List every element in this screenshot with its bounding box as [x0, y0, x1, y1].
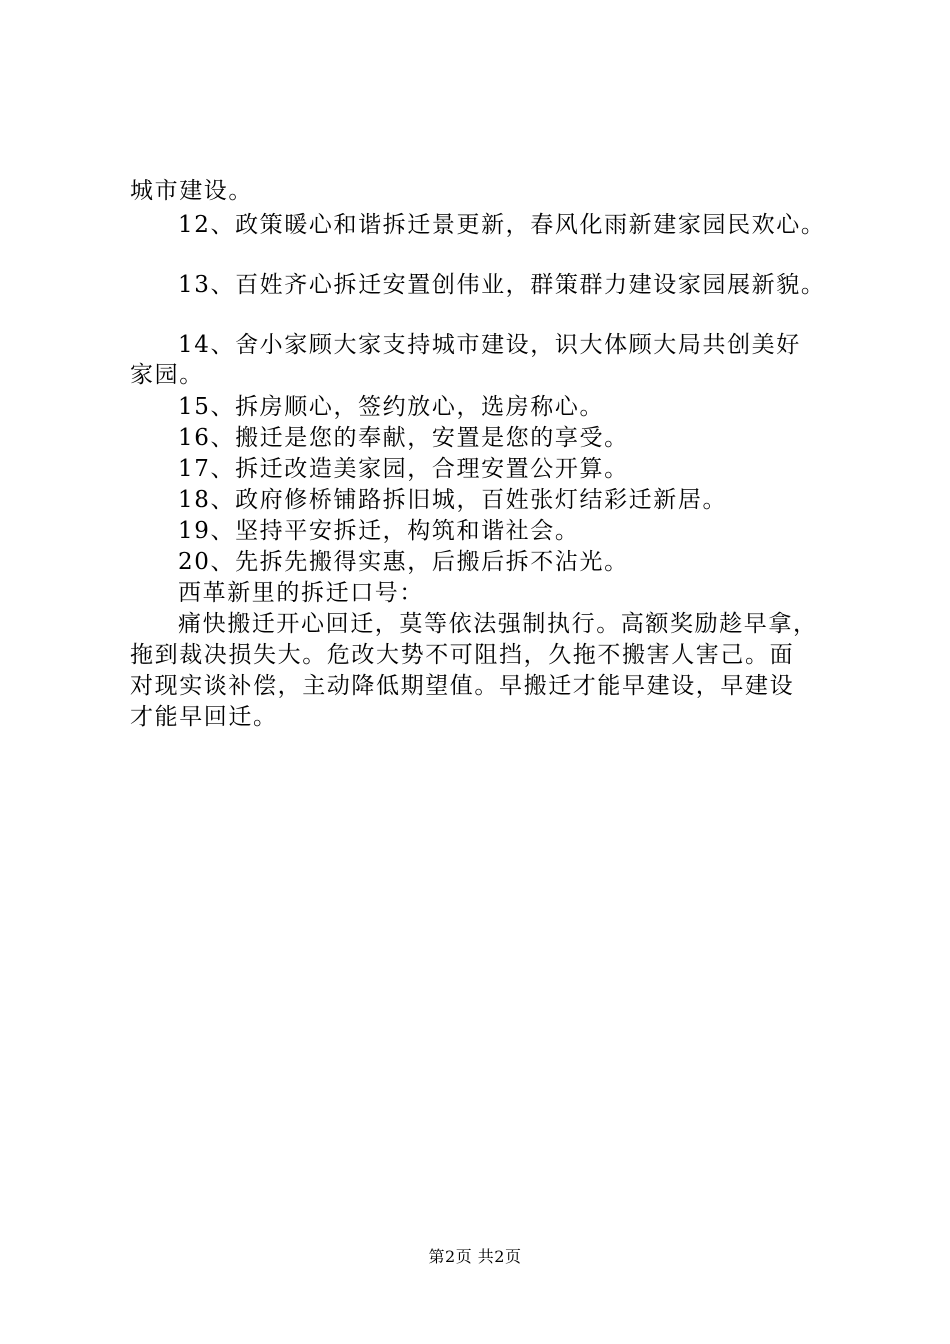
paragraph-line-3: 对现实谈补偿，主动降低期望值。早搬迁才能早建设，早建设	[130, 673, 795, 699]
slogan-13: 13、百姓齐心拆迁安置创伟业，群策群力建设家园展新貌。	[178, 272, 826, 298]
slogan-19: 19、坚持平安拆迁，构筑和谐社会。	[178, 518, 580, 544]
paragraph-line-1: 痛快搬迁开心回迁，莫等依法强制执行。高额奖励趁早拿，	[178, 611, 818, 637]
slogan-12: 12、政策暖心和谐拆迁景更新，春风化雨新建家园民欢心。	[178, 212, 826, 238]
slogan-16: 16、搬迁是您的奉献，安置是您的享受。	[178, 425, 629, 451]
paragraph-line-2: 拖到裁决损失大。危改大势不可阻挡，久拖不搬害人害己。面	[130, 642, 795, 668]
text-line-1: 城市建设。	[130, 178, 253, 204]
paragraph-line-4: 才能早回迁。	[130, 704, 278, 730]
page-footer: 第2页 共2页	[428, 1247, 522, 1266]
slogan-14: 14、舍小家顾大家支持城市建设，识大体顾大局共创美好	[178, 332, 801, 358]
slogan-20: 20、先拆先搬得实惠，后搬后拆不沾光。	[178, 549, 629, 575]
section-heading: 西革新里的拆迁口号：	[178, 580, 424, 606]
slogan-18: 18、政府修桥铺路拆旧城，百姓张灯结彩迁新居。	[178, 487, 728, 513]
slogan-17: 17、拆迁改造美家园，合理安置公开算。	[178, 456, 629, 482]
slogan-14-continued: 家园。	[130, 362, 204, 388]
slogan-15: 15、拆房顺心，签约放心，选房称心。	[178, 394, 605, 420]
